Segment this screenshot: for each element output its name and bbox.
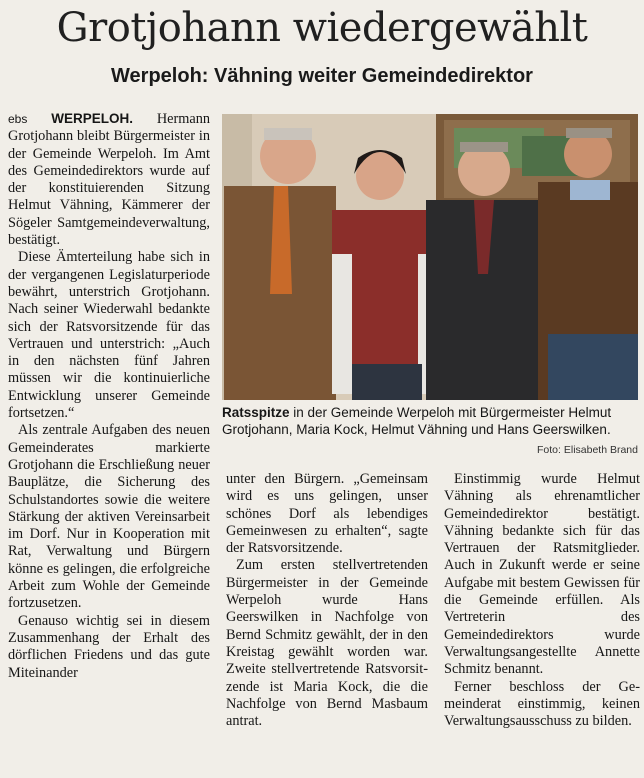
byline: ebs xyxy=(8,112,28,126)
group-photo xyxy=(222,114,638,400)
lead-paragraph xyxy=(8,110,210,249)
paragraph: Zum ersten stellvertretenden Bürgermeister in der Gemeinde Werpeloh wurde Hans Geerswilken in Nachfolge von Bernd Schmitz gewählt, der in den Kreistag gewählt worden war. Zweite stellvertretende Ratsvorsitzende ist Maria Kock, die die Nachfolge von Bernd Masbaum antrat. xyxy=(226,557,428,730)
paragraph: Diese Ämterteilung habe sich in der vergangenen Legislaturperiode bewährt, unterstrich Grotjohann. Nach seiner Wiederwahl bedankte sich der Ratsvorsitzende für das Vertrauen und unterstrich: „Auch in den nächsten fünf Jahren müssen wir die kontinuierliche Entwicklung unserer Gemeinde fortsetzen.“ xyxy=(8,249,210,422)
caption-text: in der Gemeinde Werpeloh mit Bürgermeister Helmut Grotjohann, Maria Kock, Helmut Vähning und Hans Geerswilken. xyxy=(222,405,612,437)
headline: Grotjohann wiedergewählt xyxy=(56,5,588,51)
paragraph: Einstimmig wurde Helmut Vähning als ehrenamtlicher Gemeindedirektor bestätigt. Vähning bedankte sich für das Vertrauen der Ratsmitglieder. Auch in Zukunft werde er seine Aufgabe mit bestem Gewissen für die Gemeinde erfüllen. Als Vertreterin des Gemeindedirektors wurde Verwaltungsangestellte Annette Schmitz benannt. xyxy=(444,471,640,678)
photo-illustration xyxy=(222,114,638,400)
photo-caption xyxy=(222,404,640,438)
caption-lead: Ratsspitze xyxy=(222,405,290,420)
article-column-2 xyxy=(226,471,428,774)
dateline: WERPELOH. xyxy=(51,111,133,126)
paragraph-text: Hermann Grotjohann bleibt Bürgermeister in der Gemeinde Werpeloh. Im Amt des Gemeindedirektors wurde auf der konstituierenden Sitzung Helmut Vähning, Kämmerer der Sögeler Samtgemeindeverwaltung, bestätigt. xyxy=(8,111,210,249)
article-column-1 xyxy=(8,110,210,774)
subheadline: Werpeloh: Vähning weiter Gemeindedirektor xyxy=(111,65,533,87)
photo-credit: Foto: Elisabeth Brand xyxy=(537,444,638,456)
paragraph: unter den Bürgern. „Gemeinsam wird es uns gelingen, unser schönes Dorf als lebendiges Gemeinwesen zu erhalten“, sagte der Ratsvorsitzende. xyxy=(226,471,428,557)
paragraph: Ferner beschloss der Gemeinderat einstimmig, keinen Verwaltungsausschuss zu bilden. xyxy=(444,678,640,730)
paragraph: Als zentrale Aufgaben des neuen Gemeinderates markierte Grotjohann die Erschließung neuer Bauplätze, die Sicherung des Schulstandortes sowie die weitere Stärkung der aktiven Vereinsarbeit im Dorf. Nur in Kooperation mit Rat, Verwaltung und Bürgern könne es gelingen, die erfolgreiche Arbeit zum Wohle der Gemeinde fortzusetzen. xyxy=(8,422,210,612)
paragraph: Genauso wichtig sei in diesem Zusammenhang der Erhalt des dörflichen Friedens und das gute Miteinander xyxy=(8,612,210,681)
article-column-3 xyxy=(444,471,640,774)
